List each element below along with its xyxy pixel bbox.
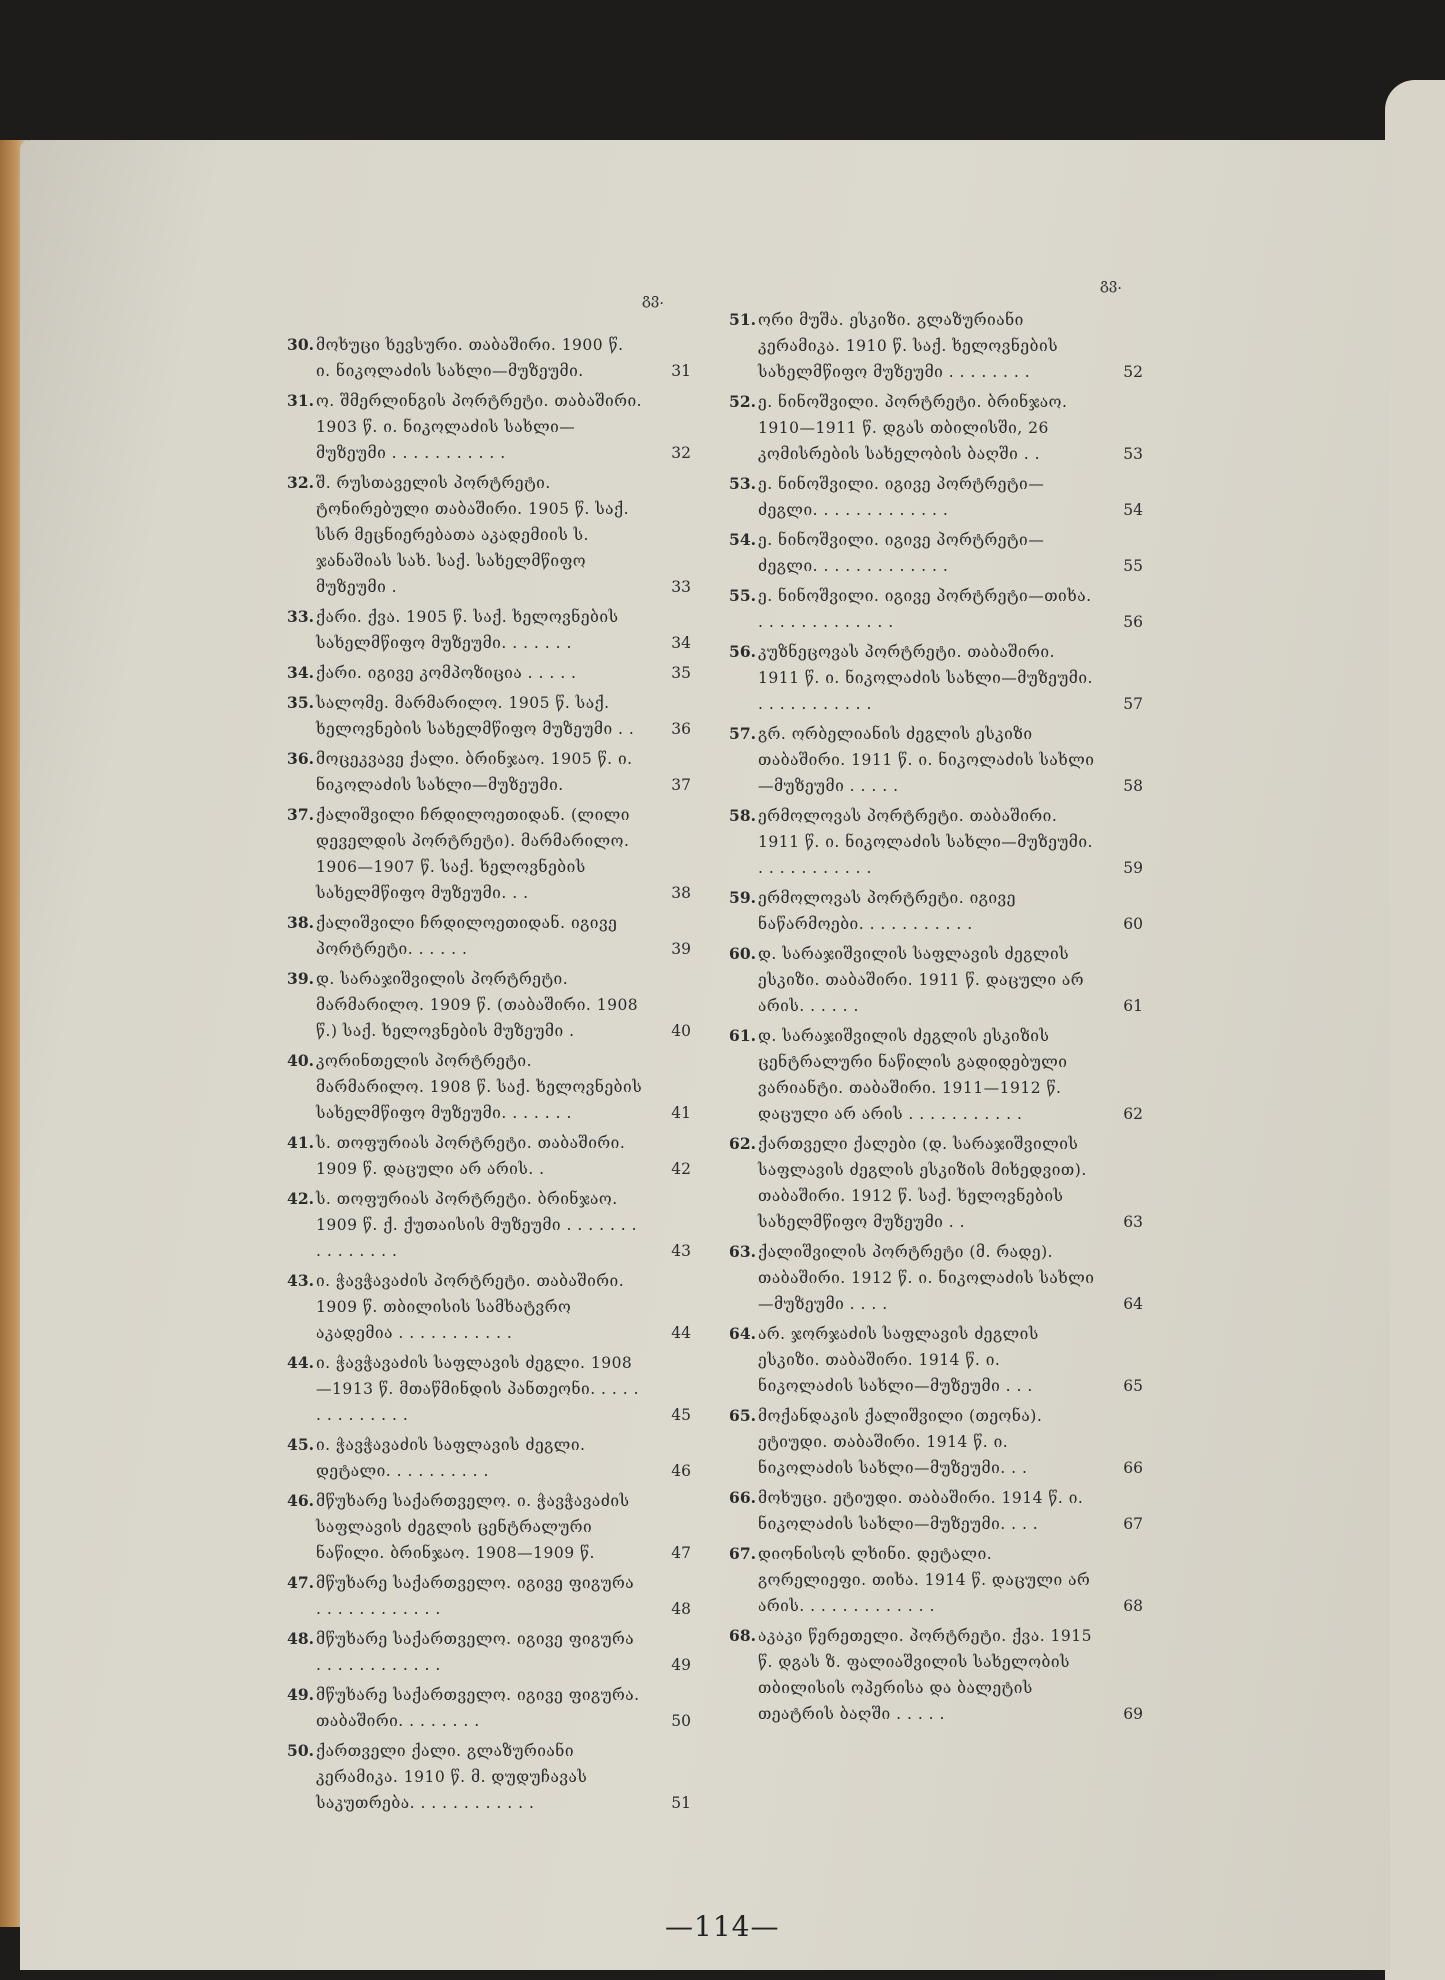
item-text: ე. ნინოშვილი. იგივე პორტრეტი—თიხა. . . . . . . . . . . . . . (758, 587, 1092, 631)
item-page-ref: 69 (1123, 1705, 1143, 1723)
list-item (287, 1130, 691, 1182)
item-text: დიონისოს ლხინი. დეტალი. გორელიეფი. თიხა. 1914 წ. დაცული არ არის. . . . . . . . . . . . . (758, 1545, 1091, 1615)
item-number: 40. (287, 1051, 314, 1070)
list-item (729, 1485, 1143, 1537)
list-item (287, 660, 691, 686)
item-number: 60. (729, 944, 756, 963)
item-number: 38. (287, 913, 314, 932)
page-number: —114— (665, 1910, 780, 1943)
item-number: 47. (287, 1573, 314, 1592)
item-page-ref: 47 (671, 1544, 691, 1562)
item-page-ref: 48 (671, 1600, 691, 1618)
list-item (729, 527, 1143, 579)
item-text: მწუხარე საქართველო. იგივე ფიგურა. თაბაშირი. . . . . . . . (316, 1686, 640, 1730)
item-text: დ. სარაჯიშვილის ძეგლის ესკიზის ცენტრალური ნაწილის გადიდებული ვარიანტი. თაბაშირი. 1911—1912 წ. დაცული არ არის . . . . . . . . . . . (758, 1027, 1068, 1123)
item-number: 36. (287, 749, 314, 768)
item-number: 59. (729, 888, 756, 907)
item-number: 44. (287, 1353, 314, 1372)
item-number: 55. (729, 586, 756, 605)
item-number: 67. (729, 1544, 756, 1563)
list-item (729, 1239, 1143, 1317)
item-text: დ. სარაჯიშვილის საფლავის ძეგლის ესკიზი. თაბაშირი. 1911 წ. დაცული არ არის. . . . . . (758, 945, 1085, 1015)
item-text: მოცეკვავე ქალი. ბრინჯაო. 1905 წ. ი. ნიკოლაძის სახლი—მუზეუმი. (316, 750, 633, 794)
list-item (729, 885, 1143, 937)
item-page-ref: 57 (1123, 695, 1143, 713)
list-item (287, 690, 691, 742)
item-text: ს. თოფურიას პორტრეტი. ბრინჯაო. 1909 წ. ქ. ქუთაისის მუზეუმი . . . . . . . . . . . . . . . (316, 1190, 638, 1260)
right-column-list (729, 307, 1143, 1731)
item-page-ref: 63 (1123, 1213, 1143, 1231)
list-item (729, 1541, 1143, 1619)
item-text: კუზნეცოვას პორტრეტი. თაბაშირი. 1911 წ. ი. ნიკოლაძის სახლი—მუზეუმი. . . . . . . . . . . . (758, 643, 1093, 713)
left-column-list (287, 332, 691, 1820)
item-text: დ. სარაჯიშვილის პორტრეტი. მარმარილო. 1909 წ. (თაბაშირი. 1908 წ.) საქ. ხელოვნების მუზეუმი . (316, 970, 639, 1040)
item-page-ref: 52 (1123, 363, 1143, 381)
item-page-ref: 55 (1123, 557, 1143, 575)
item-page-ref: 58 (1123, 777, 1143, 795)
item-number: 68. (729, 1626, 756, 1645)
item-page-ref: 66 (1123, 1459, 1143, 1477)
item-page-ref: 53 (1123, 445, 1143, 463)
item-page-ref: 35 (671, 664, 691, 682)
item-page-ref: 60 (1123, 915, 1143, 933)
item-page-ref: 36 (671, 720, 691, 738)
item-number: 64. (729, 1324, 756, 1343)
list-item (729, 1321, 1143, 1399)
item-number: 41. (287, 1133, 314, 1152)
item-number: 37. (287, 805, 314, 824)
list-item (287, 604, 691, 656)
list-item (287, 1626, 691, 1678)
item-number: 58. (729, 806, 756, 825)
item-text: ორი მუშა. ესკიზი. გლაზურიანი კერამიკა. 1910 წ. საქ. ხელოვნების სახელმწიფო მუზეუმი . . . . . . . . (758, 311, 1059, 381)
list-item (287, 470, 691, 600)
list-item (287, 1682, 691, 1734)
item-text: ქართველი ქალი. გლაზურიანი კერამიკა. 1910 წ. მ. დუდუჩავას საკუთრება. . . . . . . . . . . . (316, 1742, 588, 1812)
list-item (287, 1268, 691, 1346)
next-page-edge (1385, 80, 1445, 1980)
item-page-ref: 62 (1123, 1105, 1143, 1123)
item-number: 61. (729, 1026, 756, 1045)
item-text: მწუხარე საქართველო. იგივე ფიგურა . . . . . . . . . . . . (316, 1630, 635, 1674)
item-number: 48. (287, 1629, 314, 1648)
item-text: ი. ჭავჭავაძის საფლავის ძეგლი. დეტალი. . . . . . . . . . (316, 1436, 586, 1480)
item-text: სალომე. მარმარილო. 1905 წ. საქ. ხელოვნების სახელმწიფო მუზეუმი . . (316, 694, 635, 738)
list-item (287, 746, 691, 798)
item-text: შ. რუსთაველის პორტრეტი. ტონირებული თაბაშირი. 1905 წ. საქ. სსრ მეცნიერებათა აკადემიის ს. ჯანაშიას სახ. საქ. სახელმწიფო მუზეუმი . (316, 474, 630, 596)
item-page-ref: 45 (671, 1406, 691, 1424)
item-number: 54. (729, 530, 756, 549)
item-page-ref: 50 (671, 1712, 691, 1730)
item-number: 39. (287, 969, 314, 988)
item-text: მოხუცი ხევსური. თაბაშირი. 1900 წ. ი. ნიკოლაძის სახლი—მუზეუმი. (316, 336, 624, 380)
list-item (287, 332, 691, 384)
item-text: ი. ჭავჭავაძის საფლავის ძეგლი. 1908—1913 წ. მთაწმინდის პანთეონი. . . . . . . . . . . . . . (316, 1354, 640, 1424)
list-item (729, 471, 1143, 523)
list-item (287, 388, 691, 466)
item-text: ე. ნინოშვილი. იგივე პორტრეტი—ძეგლი. . . . . . . . . . . . . (758, 475, 1045, 519)
item-number: 43. (287, 1271, 314, 1290)
list-item (729, 1623, 1143, 1727)
item-number: 33. (287, 607, 314, 626)
list-item (729, 1023, 1143, 1127)
item-number: 62. (729, 1134, 756, 1153)
list-item (287, 1488, 691, 1566)
list-item (729, 583, 1143, 635)
list-item (287, 1350, 691, 1428)
item-text: მწუხარე საქართველო. იგივე ფიგურა . . . . . . . . . . . . (316, 1574, 635, 1618)
item-page-ref: 44 (671, 1324, 691, 1342)
item-page-ref: 42 (671, 1160, 691, 1178)
item-page-ref: 54 (1123, 501, 1143, 519)
item-text: კორინთელის პორტრეტი. მარმარილო. 1908 წ. საქ. ხელოვნების სახელმწიფო მუზეუმი. . . . . . . (316, 1052, 643, 1122)
item-number: 42. (287, 1189, 314, 1208)
item-number: 63. (729, 1242, 756, 1261)
item-text: ქარი. ქვა. 1905 წ. საქ. ხელოვნების სახელმწიფო მუზეუმი. . . . . . . (316, 608, 619, 652)
list-item (729, 1403, 1143, 1481)
item-number: 65. (729, 1406, 756, 1425)
item-page-ref: 61 (1123, 997, 1143, 1015)
item-number: 56. (729, 642, 756, 661)
item-text: მოხუცი. ეტიუდი. თაბაშირი. 1914 წ. ი. ნიკოლაძის სახლი—მუზეუმი. . . . (758, 1489, 1084, 1533)
list-item (287, 1186, 691, 1264)
item-page-ref: 43 (671, 1242, 691, 1260)
list-item (287, 966, 691, 1044)
item-text: მწუხარე საქართველო. ი. ჭავჭავაძის საფლავის ძეგლის ცენტრალური ნაწილი. ბრინჯაო. 1908—1909 წ. (316, 1492, 630, 1562)
list-item (287, 910, 691, 962)
item-number: 46. (287, 1491, 314, 1510)
list-item (287, 802, 691, 906)
item-page-ref: 39 (671, 940, 691, 958)
item-number: 52. (729, 392, 756, 411)
list-item (729, 803, 1143, 881)
item-page-ref: 38 (671, 884, 691, 902)
item-number: 45. (287, 1435, 314, 1454)
item-number: 49. (287, 1685, 314, 1704)
list-item (729, 721, 1143, 799)
item-page-ref: 49 (671, 1656, 691, 1674)
item-text: ე. ნინოშვილი. პორტრეტი. ბრინჯაო. 1910—1911 წ. დგას თბილისში, 26 კომისრების სახელობის ბაღში . . (758, 393, 1068, 463)
item-text: ერმოლოვას პორტრეტი. თაბაშირი. 1911 წ. ი. ნიკოლაძის სახლი—მუზეუმი. . . . . . . . . . . . (758, 807, 1093, 877)
left-column-page-header: გვ. (642, 290, 664, 308)
list-item (287, 1048, 691, 1126)
book-page (20, 140, 1390, 1970)
item-page-ref: 41 (671, 1104, 691, 1122)
list-item (729, 1131, 1143, 1235)
item-page-ref: 37 (671, 776, 691, 794)
item-number: 35. (287, 693, 314, 712)
item-text: ქარი. იგივე კომპოზიცია . . . . . (316, 664, 577, 682)
item-page-ref: 32 (671, 444, 691, 462)
item-text: ქალიშვილი ჩრდილოეთიდან. (ლილი დეველდის პორტრეტი). მარმარილო. 1906—1907 წ. საქ. ხელოვნების სახელმწიფო მუზეუმი. . . (316, 806, 630, 902)
item-text: არ. ჯორჯაძის საფლავის ძეგლის ესკიზი. თაბაშირი. 1914 წ. ი. ნიკოლაძის სახლი—მუზეუმი . . . (758, 1325, 1039, 1395)
list-item (287, 1738, 691, 1816)
item-text: ს. თოფურიას პორტრეტი. თაბაშირი. 1909 წ. დაცული არ არის. . (316, 1134, 626, 1178)
item-number: 31. (287, 391, 314, 410)
item-page-ref: 67 (1123, 1515, 1143, 1533)
item-page-ref: 59 (1123, 859, 1143, 877)
item-text: აკაკი წერეთელი. პორტრეტი. ქვა. 1915 წ. დგას ზ. ფალიაშვილის სახელობის თბილისის ოპერისა და ბალეტის თეატრის ბაღში . . . . . (758, 1627, 1093, 1723)
item-page-ref: 31 (671, 362, 691, 380)
item-page-ref: 40 (671, 1022, 691, 1040)
item-number: 53. (729, 474, 756, 493)
item-page-ref: 34 (671, 634, 691, 652)
item-number: 50. (287, 1741, 314, 1760)
list-item (287, 1570, 691, 1622)
item-number: 51. (729, 310, 756, 329)
item-page-ref: 33 (671, 578, 691, 596)
list-item (287, 1432, 691, 1484)
item-text: მოქანდაკის ქალიშვილი (თეონა). ეტიუდი. თაბაშირი. 1914 წ. ი. ნიკოლაძის სახლი—მუზეუმი. . . (758, 1407, 1043, 1477)
item-text: ი. ჭავჭავაძის პორტრეტი. თაბაშირი. 1909 წ. თბილისის სამხატვრო აკადემია . . . . . . . . . . . (316, 1272, 625, 1342)
item-page-ref: 65 (1123, 1377, 1143, 1395)
item-page-ref: 64 (1123, 1295, 1143, 1313)
item-text: ო. შმერლინგის პორტრეტი. თაბაშირი. 1903 წ. ი. ნიკოლაძის სახლი—მუზეუმი . . . . . . . . . . . (316, 392, 643, 462)
item-page-ref: 51 (671, 1794, 691, 1812)
list-item (729, 639, 1143, 717)
item-number: 66. (729, 1488, 756, 1507)
item-text: ქართველი ქალები (დ. სარაჯიშვილის საფლავის ძეგლის ესკიზის მიხედვით). თაბაშირი. 1912 წ. საქ. ხელოვნების სახელმწიფო მუზეუმი . . (758, 1135, 1087, 1231)
item-number: 34. (287, 663, 314, 682)
item-number: 57. (729, 724, 756, 743)
item-text: ე. ნინოშვილი. იგივე პორტრეტი—ძეგლი. . . . . . . . . . . . . (758, 531, 1045, 575)
item-number: 30. (287, 335, 314, 354)
item-text: ქალიშვილი ჩრდილოეთიდან. იგივე პორტრეტი. . . . . . (316, 914, 618, 958)
item-page-ref: 46 (671, 1462, 691, 1480)
item-text: ერმოლოვას პორტრეტი. იგივე ნაწარმოები. . . . . . . . . . . (758, 889, 1016, 933)
item-page-ref: 68 (1123, 1597, 1143, 1615)
item-text: ქალიშვილის პორტრეტი (მ. რადე). თაბაშირი. 1912 წ. ი. ნიკოლაძის სახლი—მუზეუმი . . . . (758, 1243, 1095, 1313)
list-item (729, 941, 1143, 1019)
list-item (729, 307, 1143, 385)
item-text: გრ. ორბელიანის ძეგლის ესკიზი თაბაშირი. 1911 წ. ი. ნიკოლაძის სახლი—მუზეუმი . . . . . (758, 725, 1095, 795)
item-number: 32. (287, 473, 314, 492)
list-item (729, 389, 1143, 467)
item-page-ref: 56 (1123, 613, 1143, 631)
right-column-page-header: გვ. (1100, 275, 1122, 293)
